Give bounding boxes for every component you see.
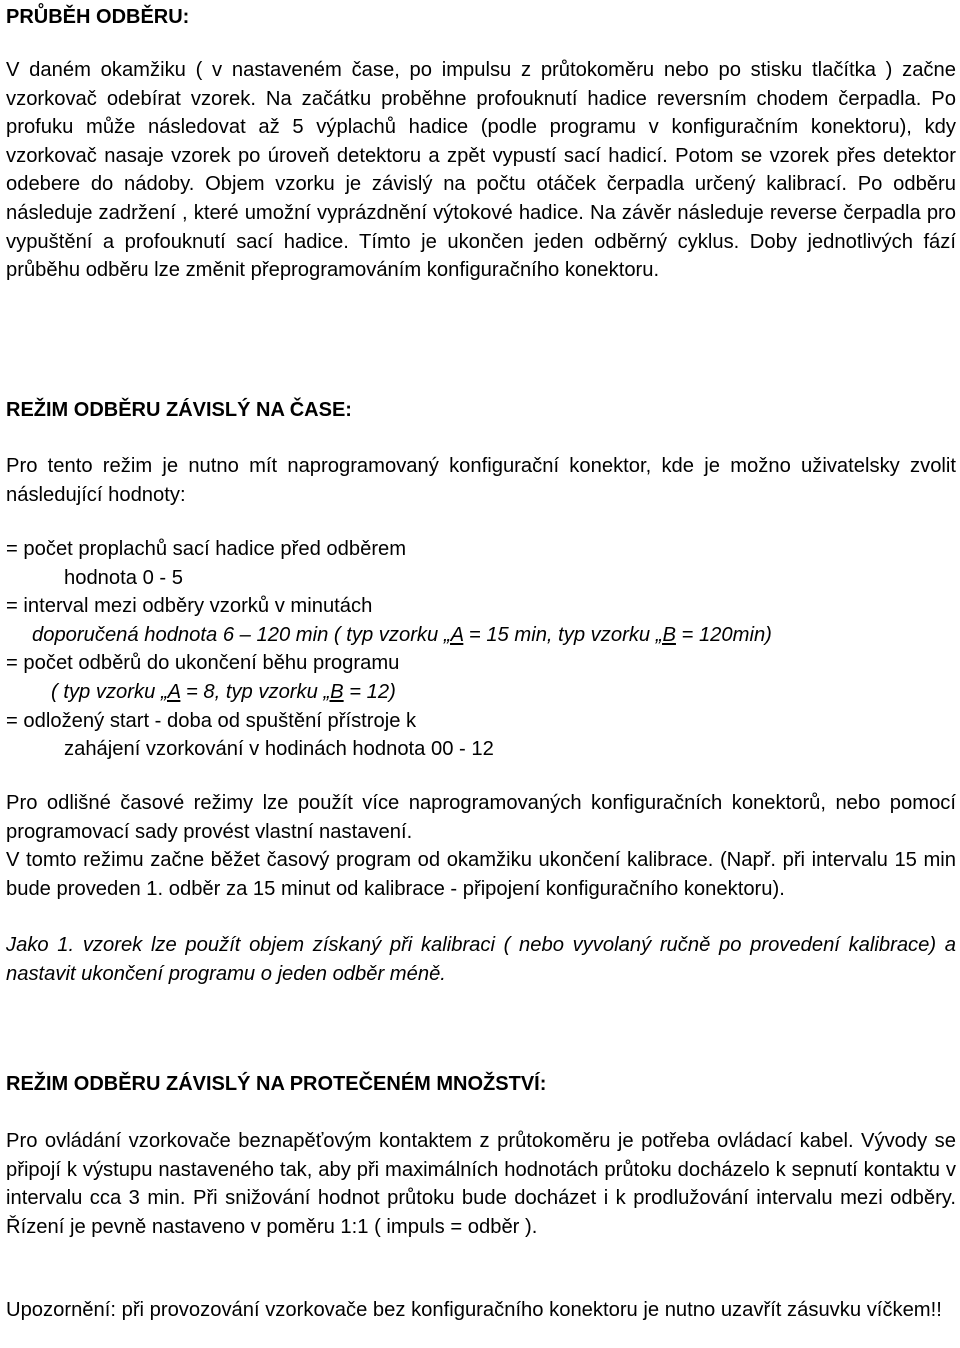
types-text: ( typ vzorku [51,680,161,703]
sample-type-b: „B [323,680,344,703]
paragraph-rezim-mnozstvi: Pro ovládání vzorkovače beznapěťovým kontaktem z průtokoměru je potřeba ovládací kabel. Vývody se připojí k výstupu nastaveného tak, aby při maximálních hodnotách průtoku docházelo k sepnutí kontaktu v intervalu cca 3 min. Při snižování hodnot průtoku bude docházet i k prodlužování intervalu mezi odběry. Řízení je pevně nastaveno v poměru 1:1 ( impuls = odběr ). [6,1130,956,1238]
section-heading-rezim-cas: REŽIM ODBĚRU ZÁVISLÝ NA ČASE: [6,399,352,421]
paragraph-rezim-cas-prvni-vzorek: Jako 1. vzorek lze použít objem získaný při kalibraci ( nebo vyvolaný ručně po provedení kalibrace) a nastavit ukončení programu o jeden odběr méně. [6,934,956,985]
recommended-text: = 120min) [675,623,772,646]
paragraph-rezim-cas-konektory: Pro odlišné časové režimy lze použít více naprogramovaných konfiguračních konektorů, nebo pomocí programovací sady provést vlastní nastavení. [6,792,956,843]
paragraph-rezim-cas-intro: Pro tento režim je nutno mít naprogramovaný konfigurační konektor, kde je možno uživatelsky zvolit následující hodnoty: [6,455,956,506]
list-item-sample-types [6,678,956,707]
configuration-values-list [6,535,956,764]
types-text: = 8, typ vzorku [180,680,324,703]
list-item-recommended-value [6,621,956,650]
warning-note: Upozornění: při provozování vzorkovače bez konfiguračního konektoru je nutno uzavřít zásuvku víčkem!! [6,1299,942,1321]
recommended-text: doporučená hodnota 6 – 120 min ( typ vzorku [32,623,444,646]
paragraph-rezim-cas-kalibrace: V tomto režimu začne běžet časový program od okamžiku ukončení kalibrace. (Např. při intervalu 15 min bude proveden 1. odběr za 15 minut od kalibrace - připojení konfiguračního konektoru). [6,849,956,900]
recommended-text: = 15 min, typ vzorku [463,623,656,646]
section-heading-rezim-mnozstvi: REŽIM ODBĚRU ZÁVISLÝ NA PROTEČENÉM MNOŽSTVÍ: [6,1073,547,1095]
sample-type-b: „B [655,623,676,646]
list-item: = počet proplachů sací hadice před odběrem [6,538,407,560]
sample-type-a: „A [160,680,181,703]
sample-type-a: „A [443,623,464,646]
section-heading-prubeh-odberu: PRŮBĚH ODBĚRU: [6,6,190,28]
list-item: hodnota 0 - 5 [64,566,183,589]
list-item: zahájení vzorkování v hodinách hodnota 00 - 12 [64,738,494,761]
list-item: = počet odběrů do ukončení běhu programu [6,652,400,675]
types-text: = 12) [343,680,396,703]
list-item: = interval mezi odběry vzorků v minutách [6,595,373,618]
list-item: = odložený start - doba od spuštění přístroje k [6,709,417,732]
paragraph-prubeh-odberu: V daném okamžiku ( v nastaveném čase, po impulsu z průtokoměru nebo po stisku tlačítka ) začne vzorkovač odebírat vzorek. Na začátku proběhne profouknutí hadice reversním chodem čerpadla. Po profuku může následovat až 5 výplachů hadice (podle programu v konfiguračním konektoru), kdy vzorkovač nasaje vzorek po úroveň detektoru a zpět vypustí sací hadicí. Potom se vzorek přes detektor odebere do nádoby. Objem vzorku je závislý na počtu otáček čerpadla určený kalibrací. Po odběru následuje zadržení , které umožní vyprázdnění výtokové hadice. Na závěr následuje reverse čerpadla pro vypuštění a profouknutí sací hadice. Tímto je ukončen jeden odběrný cyklus. Doby jednotlivých fází průběhu odběru lze změnit přeprogramováním konfiguračního konektoru. [6,59,956,282]
